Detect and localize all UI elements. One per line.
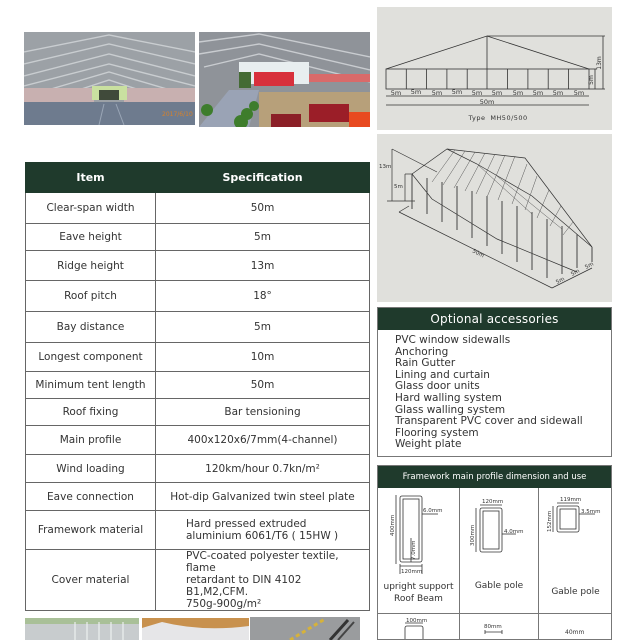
row-item: Minimum tent length xyxy=(26,372,156,399)
svg-text:119mm: 119mm xyxy=(560,497,582,503)
svg-text:6.0mm: 6.0mm xyxy=(423,508,443,514)
elevation-diagram xyxy=(377,7,612,130)
tent-interior-photo-empty xyxy=(24,32,195,125)
spec-line: PVC-coated polyester textile, flame xyxy=(186,550,339,574)
column-header-spec: Specification xyxy=(156,163,370,193)
table-row xyxy=(26,511,370,550)
table-row xyxy=(26,372,370,399)
spec-line: 750g-900g/m² xyxy=(186,598,262,610)
row-spec: 13m xyxy=(156,251,370,281)
svg-text:40mm: 40mm xyxy=(565,629,585,636)
svg-text:13m: 13m xyxy=(596,56,603,70)
tent-interior-photo-event xyxy=(199,32,370,127)
spec-line: aluminium 6061/T6 ( 15HW ) xyxy=(186,530,339,542)
row-item: Bay distance xyxy=(26,312,156,343)
isometric-frame-diagram xyxy=(377,134,612,302)
profile-use-label: Gable pole xyxy=(474,581,524,591)
svg-text:5m: 5m xyxy=(573,89,585,97)
svg-text:5m: 5m xyxy=(431,89,443,97)
table-row xyxy=(26,399,370,426)
svg-text:5m: 5m xyxy=(570,268,581,278)
row-item: Ridge height xyxy=(26,251,156,281)
row-spec: 5m xyxy=(156,224,370,251)
profile-dimension-panel xyxy=(377,465,612,640)
table-row xyxy=(26,281,370,312)
svg-text:3.5mm: 3.5mm xyxy=(581,509,601,515)
row-item: Roof pitch xyxy=(26,281,156,312)
svg-text:5m: 5m xyxy=(390,89,402,97)
svg-text:5m: 5m xyxy=(491,89,503,97)
row-spec: 400x120x6/7mm(4-channel) xyxy=(156,426,370,455)
list-item: Glass door units xyxy=(395,380,480,393)
table-row xyxy=(26,251,370,281)
list-item: Hard walling system xyxy=(395,391,502,404)
row-spec: 5m xyxy=(156,312,370,343)
list-item: Lining and curtain xyxy=(395,368,490,381)
table-row xyxy=(26,343,370,372)
svg-text:5m: 5m xyxy=(410,88,422,96)
svg-text:400mm: 400mm xyxy=(390,514,396,536)
profile-cell-40 xyxy=(539,614,612,640)
svg-text:5m: 5m xyxy=(552,89,564,97)
profile-use-label: upright support Roof Beam xyxy=(383,582,454,604)
profile-cell-upright xyxy=(378,488,460,614)
row-item: Longest component xyxy=(26,343,156,372)
svg-text:5m: 5m xyxy=(471,89,483,97)
row-spec: 18° xyxy=(156,281,370,312)
accessories-list xyxy=(378,330,611,451)
svg-text:100mm: 100mm xyxy=(406,618,428,624)
profile-cell-80 xyxy=(460,614,539,640)
list-item: PVC window sidewalls xyxy=(395,334,511,346)
svg-text:5m: 5m xyxy=(584,261,595,271)
row-spec: 120km/hour 0.7kn/m² xyxy=(156,455,370,483)
svg-text:50m: 50m xyxy=(471,248,485,260)
svg-text:MH50/500: MH50/500 xyxy=(490,114,528,122)
svg-text:4.0mm: 4.0mm xyxy=(504,529,524,535)
row-spec xyxy=(156,550,370,611)
row-item: Wind loading xyxy=(26,455,156,483)
row-item: Eave height xyxy=(26,224,156,251)
table-row xyxy=(26,455,370,483)
row-item: Main profile xyxy=(26,426,156,455)
svg-text:5m: 5m xyxy=(555,276,566,286)
list-item: Rain Gutter xyxy=(395,357,456,370)
list-item: Weight plate xyxy=(395,438,462,451)
svg-text:13m: 13m xyxy=(379,164,392,170)
table-row xyxy=(26,224,370,251)
list-item: Anchoring xyxy=(395,345,449,358)
svg-text:5m: 5m xyxy=(394,184,403,190)
table-row xyxy=(26,550,370,611)
table-row xyxy=(26,193,370,224)
svg-text:5m: 5m xyxy=(512,89,524,97)
row-item: Eave connection xyxy=(26,483,156,511)
svg-text:5m: 5m xyxy=(588,75,595,85)
table-row xyxy=(26,483,370,511)
row-spec: Bar tensioning xyxy=(156,399,370,426)
svg-text:50m: 50m xyxy=(479,98,495,106)
table-row xyxy=(26,426,370,455)
svg-text:2017/6/10: 2017/6/10 xyxy=(162,111,193,118)
profile-cell-100 xyxy=(378,614,460,640)
row-item: Roof fixing xyxy=(26,399,156,426)
row-spec xyxy=(156,511,370,550)
table-row xyxy=(26,312,370,343)
optional-accessories-panel xyxy=(377,307,612,457)
svg-text:Type: Type xyxy=(468,114,486,122)
list-item: Transparent PVC cover and sidewall xyxy=(395,415,583,428)
row-item: Cover material xyxy=(26,550,156,611)
list-item: Flooring system xyxy=(395,426,479,439)
row-spec: 50m xyxy=(156,372,370,399)
svg-text:120mm: 120mm xyxy=(482,499,504,505)
row-spec: 10m xyxy=(156,343,370,372)
profile-panel-title: Framework main profile dimension and use xyxy=(378,466,611,488)
svg-text:152mm: 152mm xyxy=(547,510,553,532)
row-item: Framework material xyxy=(26,511,156,550)
profile-detail-photo xyxy=(250,617,360,640)
svg-text:7.0mm: 7.0mm xyxy=(411,540,417,560)
row-spec: Hot-dip Galvanized twin steel plate xyxy=(156,483,370,511)
row-item: Clear-span width xyxy=(26,193,156,224)
spec-line: Hard pressed extruded xyxy=(186,518,307,530)
accessories-title: Optional accessories xyxy=(378,308,611,330)
row-spec: 50m xyxy=(156,193,370,224)
column-header-item: Item xyxy=(26,163,156,193)
svg-text:5m: 5m xyxy=(532,89,544,97)
svg-text:120mm: 120mm xyxy=(401,569,423,575)
spec-line: retardant to DIN 4102 B1,M2,CFM. xyxy=(186,574,302,598)
svg-text:300mm: 300mm xyxy=(470,524,476,546)
fabric-detail-photo xyxy=(142,618,249,640)
list-item: Glass walling system xyxy=(395,403,506,416)
profile-cell-gable-300 xyxy=(460,488,539,614)
svg-text:80mm: 80mm xyxy=(484,624,502,630)
specification-table xyxy=(25,162,370,611)
profile-cell-gable-152 xyxy=(539,488,612,614)
profile-use-label: Gable pole xyxy=(551,587,600,597)
svg-text:5m: 5m xyxy=(451,88,463,96)
sidewall-frame-photo xyxy=(25,618,139,640)
